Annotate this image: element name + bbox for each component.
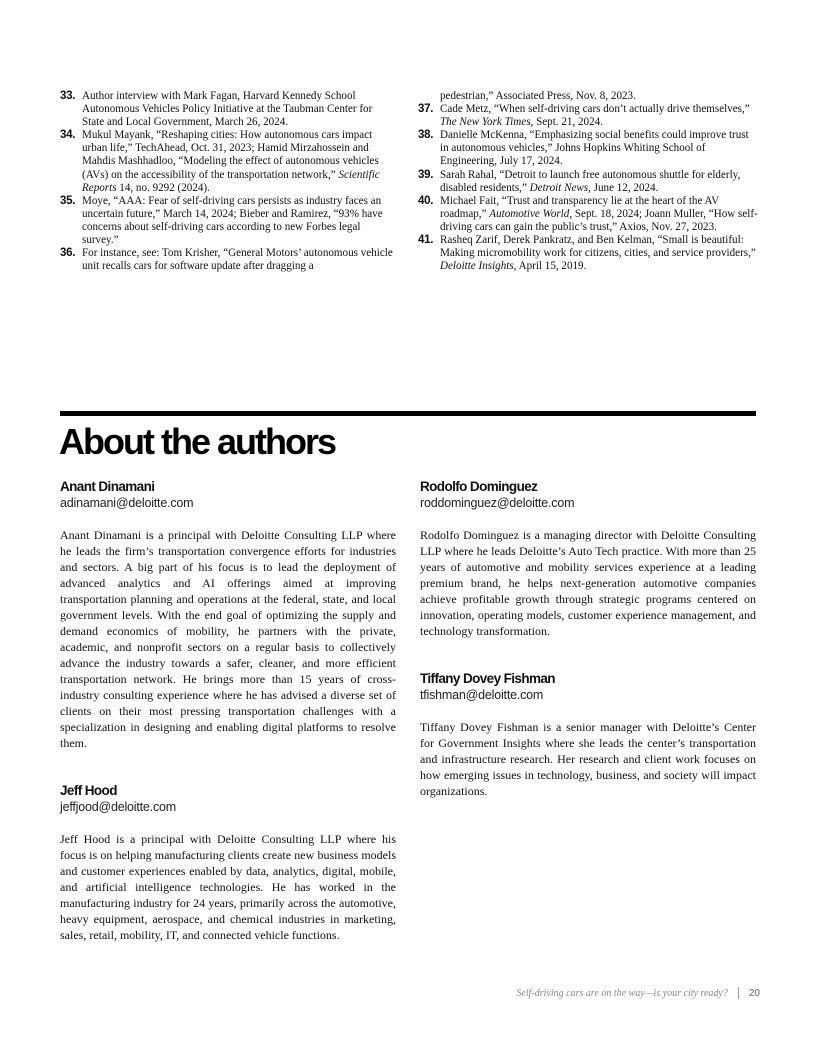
author-email-link[interactable]: adinamani@deloitte.com — [60, 496, 194, 510]
endnote-number: 37. — [418, 103, 434, 116]
endnote-item — [418, 234, 758, 273]
author-name: Jeff Hood — [60, 783, 117, 798]
endnote-item — [418, 129, 758, 168]
endnote-number: 34. — [60, 129, 76, 142]
author-bio: Rodolfo Dominguez is a managing director with Deloitte Consulting LLP where he leads Deloitte’s Auto Tech practice. With more than 25 years of automotive and mobility services experience at a leading premium brand, he helps next-generation automotive companies achieve profitable growth through strategic programs centered on innovation, operating models, customer experience management, and technology transformation. — [420, 528, 756, 638]
endnote-number: 33. — [60, 90, 76, 102]
endnote-text: , Nov. 8, 2023. — [570, 90, 636, 102]
endnote-text: Danielle McKenna, “Emphasizing social benefits could improve trust in autonomous vehicles,” Johns Hopkins Whiting School of Engineering, July 17, 2024. — [440, 129, 749, 168]
endnote-text: Author interview with Mark Fagan, Harvard Kennedy School Autonomous Vehicles Policy Initiative at the Taubman Center for State and Local Government, March 26, 2024. — [82, 90, 373, 129]
author-email-link[interactable]: tfishman@deloitte.com — [420, 688, 544, 702]
endnote-number: 41. — [418, 234, 434, 247]
endnote-text: Michael Fait, “Trust and transparency lie at the heart of the AV roadmap,” — [440, 194, 719, 220]
endnote-number: 40. — [418, 194, 434, 207]
author-tiffany-dovey-fishman — [420, 670, 756, 799]
endnote-text: Sarah Rahal, “Detroit to launch free autonomous shuttle for elderly, disabled residents,” — [440, 168, 741, 194]
endnotes-right-column — [418, 90, 758, 273]
endnote-publication: Automotive World — [489, 207, 570, 220]
endnote-text: pedestrian,” — [440, 90, 496, 102]
author-bio: Jeff Hood is a principal with Deloitte Consulting LLP where his focus is on helping manufacturing clients create new business models and customer experiences enabled by data, analytics, digital, mobile, and artificial intelligence technologies. He has worked in the manufacturing industry for 24 years, primarily across the automotive, heavy equipment, aerospace, and chemical industries in marketing, sales, retail, mobility, IT, and connected vehicle functions. — [60, 832, 396, 942]
author-jeff-hood — [60, 782, 396, 943]
endnote-publication: The New York Times — [440, 116, 531, 129]
author-bio: Tiffany Dovey Fishman is a senior manager with Deloitte’s Center for Government Insights where she leads the center’s transportation and infrastructure research. Her research and client work focuses on how emerging issues in technology, business, and society will impact organizations. — [420, 720, 756, 798]
endnote-item — [60, 247, 396, 273]
author-name: Rodolfo Dominguez — [420, 479, 538, 494]
section-title: About the authors — [59, 421, 335, 462]
endnote-number: 38. — [418, 129, 434, 142]
author-anant-dinamani — [60, 478, 396, 751]
endnote-number: 39. — [418, 168, 434, 181]
endnote-text: Rasheq Zarif, Derek Pankratz, and Ben Kelman, “Small is beautiful: Making micromobility work for citizens, cities, and service providers,” — [440, 234, 756, 260]
endnote-publication: Deloitte Insights — [440, 260, 514, 273]
endnote-text: For instance, see: Tom Krisher, “General Motors’ autonomous vehicle unit recalls cars for software update after dragging a — [82, 247, 393, 273]
endnote-text: , Sept. 18, 2024; Joann Muller, “How self-driving cars can gain the public’s trust,” Axios, Nov. 27, 2023. — [440, 207, 758, 233]
endnote-publication: Scientific Reports — [82, 168, 380, 194]
endnote-item — [418, 103, 758, 129]
author-email-link[interactable]: jeffjood@deloitte.com — [60, 800, 176, 814]
author-bio: Anant Dinamani is a principal with Deloitte Consulting LLP where he leads the firm’s transportation convergence efforts for industries and sectors. A big part of his focus is to lead the deployment of advanced analytics and AI offerings aimed at improving transportation planning and operations at the federal, state, and local government levels. With the end goal of optimizing the supply and demand economics of mobility, he partners with the private, academic, and nonprofit sectors on a regular basis to collectively advance the industry towards a safer, cleaner, and more efficient transportation network. He brings more than 15 years of cross-industry consulting experience where he has advised a diverse set of clients on their most pressing transportation challenges with a specialization in designing and enabling digital platforms to resolve them. — [60, 528, 396, 750]
endnote-item — [418, 169, 758, 195]
endnote-text: , April 15, 2019. — [513, 260, 587, 273]
page-number: 20 — [748, 987, 760, 999]
endnote-publication: Associated Press — [495, 90, 571, 102]
author-rodolfo-dominguez — [420, 478, 756, 639]
endnote-number: 35. — [60, 194, 76, 207]
footer-separator — [738, 987, 739, 999]
author-name: Tiffany Dovey Fishman — [420, 671, 555, 686]
endnote-text: Moye, “AAA: Fear of self-driving cars persists as industry faces an uncertain future,” March 14, 2024; Bieber and Ramirez, “93% have concerns about self-driving cars according to new Forbes legal survey.” — [82, 194, 383, 247]
page-footer — [516, 987, 760, 999]
endnote-text: Mukul Mayank, “Reshaping cities: How autonomous cars impact urban life,” TechAhead, Oct. 31, 2023; Hamid Mirzahossein and Mahdis Mashhadloo, “Modeling the effect of autonomous vehicles (AVs) on the accessibility of the transportation network,” — [82, 129, 379, 181]
endnote-text: 14, no. 9292 (2024). — [116, 181, 210, 194]
endnote-item — [60, 195, 396, 247]
endnote-publication: Detroit News — [529, 181, 589, 194]
endnote-36-continuation — [418, 90, 758, 103]
endnote-number: 36. — [60, 247, 76, 260]
endnote-text: Cade Metz, “When self-driving cars don’t actually drive themselves,” — [440, 103, 750, 116]
endnote-item — [418, 195, 758, 234]
footer-tagline: Self-driving cars are on the way—is your city ready? — [516, 987, 728, 999]
author-name: Anant Dinamani — [60, 479, 155, 494]
author-email-link[interactable]: roddominguez@deloitte.com — [420, 496, 575, 510]
endnote-item — [60, 90, 396, 129]
endnote-text: , June 12, 2024. — [588, 181, 659, 194]
endnotes-left-column — [60, 90, 396, 273]
endnote-item — [60, 129, 396, 194]
endnote-text: , Sept. 21, 2024. — [530, 116, 603, 129]
section-divider — [60, 411, 756, 416]
